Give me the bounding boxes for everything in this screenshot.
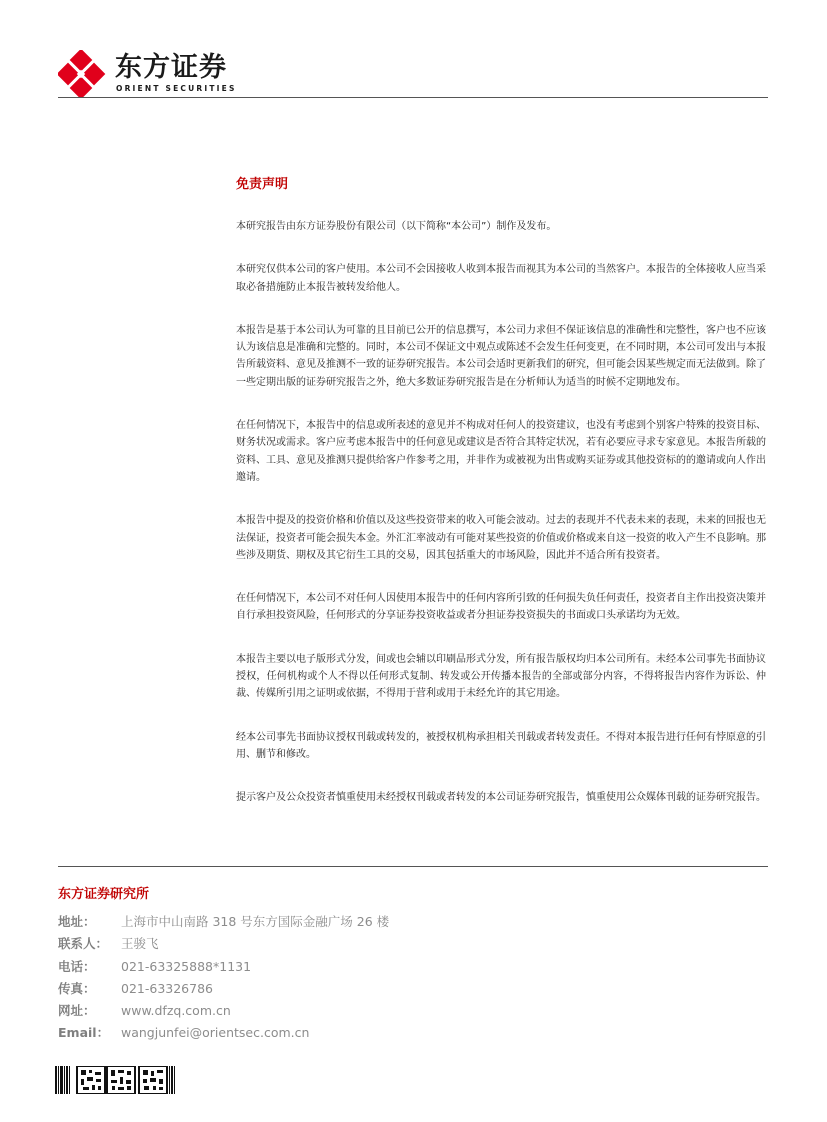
disclaimer-paragraph: 本报告主要以电子版形式分发，间或也会辅以印刷品形式分发，所有报告版权均归本公司所有。未经本公司事先书面协议授权，任何机构或个人不得以任何形式复制、转发或公开传播本报告的全部或部分内容，不得将报告内容作为诉讼、仲裁、传媒所引用之证明或依据，不得用于营利或用于未经允许的其它用途。	[236, 653, 766, 700]
disclaimer-paragraph: 本报告中提及的投资价格和价值以及这些投资带来的收入可能会波动。过去的表现并不代表未来的表现，未来的回报也无法保证，投资者可能会损失本金。外汇汇率波动有可能对某些投资的价值或价格或来自这一投资的收入产生不良影响。那些涉及期货、期权及其它衍生工具的交易，因其包括重大的市场风险，因此并不适合所有投资者。	[236, 515, 766, 561]
contact-label: 传真：	[58, 980, 96, 996]
contact-value: 021-63326786	[121, 980, 213, 996]
contact-row-person	[58, 933, 558, 955]
contact-value: 王骏飞	[121, 936, 159, 952]
contact-row-email	[58, 1022, 558, 1044]
disclaimer-paragraph: 提示客户及公众投资者慎重使用未经授权刊载或者转发的本公司证券研究报告，慎重使用公众媒体刊载的证券研究报告。	[236, 792, 766, 804]
contact-row-fax	[58, 978, 558, 1000]
barcode-icon	[55, 1066, 175, 1094]
contact-label: 电话：	[58, 958, 96, 974]
contact-row-phone	[58, 956, 558, 978]
contact-label: Email：	[58, 1025, 110, 1041]
contact-value: www.dfzq.com.cn	[121, 1003, 231, 1019]
disclaimer-title: 免责声明	[236, 177, 289, 192]
header-divider	[58, 97, 768, 98]
logo-english-name: ORIENT SECURITIES	[116, 84, 237, 93]
contact-row-address	[58, 911, 558, 933]
institute-name: 东方证券研究所	[58, 887, 150, 902]
disclaimer-paragraph: 在任何情况下，本公司不对任何人因使用本报告中的任何内容所引致的任何损失负任何责任，投资者自主作出投资决策并自行承担投资风险，任何形式的分享证券投资收益或者分担证券投资损失的书面或口头承诺均为无效。	[236, 593, 766, 622]
disclaimer-paragraph: 经本公司事先书面协议授权刊载或转发的，被授权机构承担相关刊载或者转发责任。不得对本报告进行任何有悖原意的引用、删节和修改。	[236, 731, 766, 760]
logo-chinese-name: 东方证券	[115, 52, 227, 83]
contact-value: wangjunfei@orientsec.com.cn	[121, 1025, 310, 1041]
page-header	[58, 48, 768, 98]
disclaimer-paragraph: 本报告是基于本公司认为可靠的且目前已公开的信息撰写，本公司力求但不保证该信息的准确性和完整性，客户也不应该认为该信息是准确和完整的。同时，本公司不保证文中观点或陈述不会发生任何变更，在不同时期，本公司可发出与本报告所载资料、意见及推测不一致的证券研究报告。本公司会适时更新我们的研究，但可能会因某些规定而无法做到。除了一些定期出版的证券研究报告之外，绝大多数证券研究报告是在分析师认为适当的时候不定期地发布。	[236, 324, 766, 388]
contact-label: 地址：	[58, 914, 96, 929]
contact-label: 联系人：	[58, 936, 109, 952]
disclaimer-section	[236, 175, 766, 833]
orient-logo-icon	[58, 50, 106, 98]
contact-list	[58, 911, 558, 1045]
contact-row-website	[58, 1000, 558, 1022]
disclaimer-paragraph: 本研究报告由东方证券股份有限公司（以下简称“本公司”）制作及发布。	[236, 221, 557, 232]
disclaimer-paragraph: 本研究仅供本公司的客户使用。本公司不会因接收人收到本报告而视其为本公司的当然客户。本报告的全体接收人应当采取必备措施防止本报告被转发给他人。	[236, 264, 766, 293]
contact-value: 上海市中山南路 318 号东方国际金融广场 26 楼	[121, 914, 390, 929]
contact-label: 网址：	[58, 1003, 96, 1019]
contact-value: 021-63325888*1131	[121, 958, 252, 974]
footer-divider	[58, 866, 768, 867]
disclaimer-paragraph: 在任何情况下，本报告中的信息或所表述的意见并不构成对任何人的投资建议，也没有考虑到个别客户特殊的投资目标、财务状况或需求。客户应考虑本报告中的任何意见或建议是否符合其特定状况，若有必要应寻求专家意见。本报告所载的资料、工具、意见及推测只提供给客户作参考之用，并非作为或被视为出售或购买证券或其他投资标的的邀请或向人作出邀请。	[236, 420, 766, 483]
